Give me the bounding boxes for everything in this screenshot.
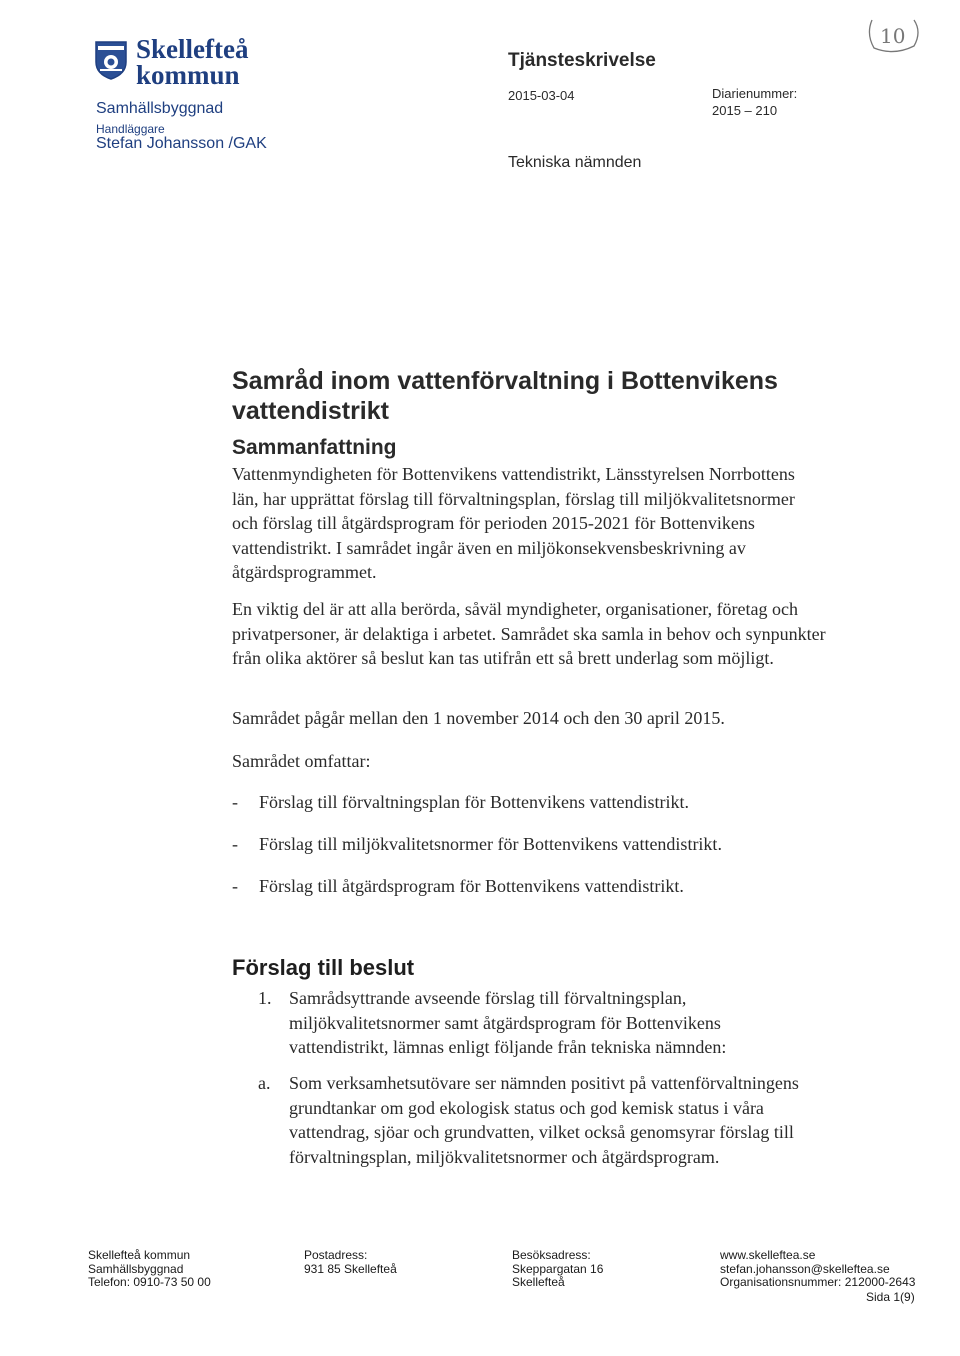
footer-postal-label: Postadress:: [304, 1248, 368, 1262]
stamp-number: 10: [880, 24, 906, 48]
handler-name: Stefan Johansson /GAK: [96, 135, 267, 152]
list-item: - Förslag till miljökvalitetsnormer för Bottenvikens vattendistrikt.: [232, 832, 852, 874]
footer-department: Samhällsbyggnad: [88, 1261, 184, 1276]
consultation-list: [232, 790, 852, 916]
footer-email: stefan.johansson@skelleftea.se: [720, 1261, 890, 1276]
handwritten-stamp: [864, 14, 922, 54]
summary-paragraph-1: Vattenmyndigheten för Bottenvikens vattendistrikt, Länsstyrelsen Norrbottens län, har upprättat förslag till förvaltningsplan, förslag till miljökvalitetsnormer och förslag till åtgärdsprogram för perioden 2015-2021 för Bottenvikens vattendistrikt. I samrådet ingår även en miljökonsekvensbeskrivning av åtgärdsprogrammet.: [232, 464, 795, 582]
footer-contact: [720, 1249, 915, 1290]
decision-item-a-text: Som verksamhetsutövare ser nämnden positivt på vattenförvaltningens grundtankar om god ekologisk status och god kemisk status i våra vattendrag, sjöar och grundvatten, vilket också genomsyrar förslag till förvaltningsplan, miljökvalitetsnormer och åtgärdsprogram.: [289, 1073, 799, 1167]
summary-paragraph-4: Samrådet omfattar:: [232, 751, 371, 771]
diary-number: 2015 – 210: [712, 103, 778, 118]
footer-phone: Telefon: 0910-73 50 00: [88, 1275, 211, 1289]
coat-of-arms-icon: [94, 40, 128, 80]
decision-item-1-text: Samrådsyttrande avseende förslag till förvaltningsplan, miljökvalitetsnormer samt åtgärdsprogram för Bottenvikens vattendistrikt, lämnas enligt följande från tekniska nämnden:: [289, 988, 727, 1057]
decision-item-a-marker: a.: [258, 1073, 271, 1093]
footer-visit-city: Skellefteå: [512, 1275, 565, 1289]
footer-org-number: Organisationsnummer: 212000-2643: [720, 1275, 916, 1289]
footer-organisation: [88, 1249, 211, 1290]
list-item: - Förslag till förvaltningsplan för Bottenvikens vattendistrikt.: [232, 790, 852, 832]
summary-paragraph-3: Samrådet pågår mellan den 1 november 2014 och den 30 april 2015.: [232, 708, 725, 728]
footer-visit-street: Skeppargatan 16: [512, 1261, 604, 1276]
list-item: - Förslag till åtgärdsprogram för Bottenvikens vattendistrikt.: [232, 874, 852, 916]
page-number: Sida 1(9): [866, 1290, 915, 1304]
document-type: Tjänsteskrivelse: [508, 50, 656, 71]
logo-wordmark: [136, 36, 248, 88]
list-item-text: Förslag till förvaltningsplan för Bottenvikens vattendistrikt.: [259, 792, 689, 812]
logo-line-2: kommun: [136, 60, 240, 90]
footer-visit-label: Besöksadress:: [512, 1248, 591, 1262]
list-item-text: Förslag till miljökvalitetsnormer för Bottenvikens vattendistrikt.: [259, 834, 722, 854]
logo-line-1: Skellefteå: [136, 34, 249, 64]
department: Samhällsbyggnad: [96, 100, 224, 117]
footer-org-name: Skellefteå kommun: [88, 1248, 191, 1262]
list-item-text: Förslag till åtgärdsprogram för Bottenvikens vattendistrikt.: [259, 876, 684, 896]
recipient: Tekniska nämnden: [508, 154, 642, 171]
footer-postal: [304, 1249, 397, 1276]
decision-heading: Förslag till beslut: [232, 955, 415, 980]
decision-item-1-marker: 1.: [258, 988, 272, 1008]
footer-visit: [512, 1249, 603, 1290]
diary-label: Diarienummer:: [712, 86, 798, 101]
handler-label: Handläggare: [96, 122, 165, 136]
footer-website: www.skelleftea.se: [720, 1248, 816, 1262]
document-date: 2015-03-04: [508, 88, 575, 103]
summary-paragraph-2: En viktig del är att alla berörda, såväl myndigheter, organisationer, företag och privatpersoner, är delaktiga i arbetet. Samrådet ska samla in behov och synpunkter från olika aktörer så beslut kan tas utifrån ett så brett underlag som möjligt.: [232, 599, 826, 668]
footer-postal-address: 931 85 Skellefteå: [304, 1261, 397, 1276]
summary-heading: Sammanfattning: [232, 436, 397, 459]
page-title: Samråd inom vattenförvaltning i Bottenvikens vattendistrikt: [232, 367, 778, 425]
